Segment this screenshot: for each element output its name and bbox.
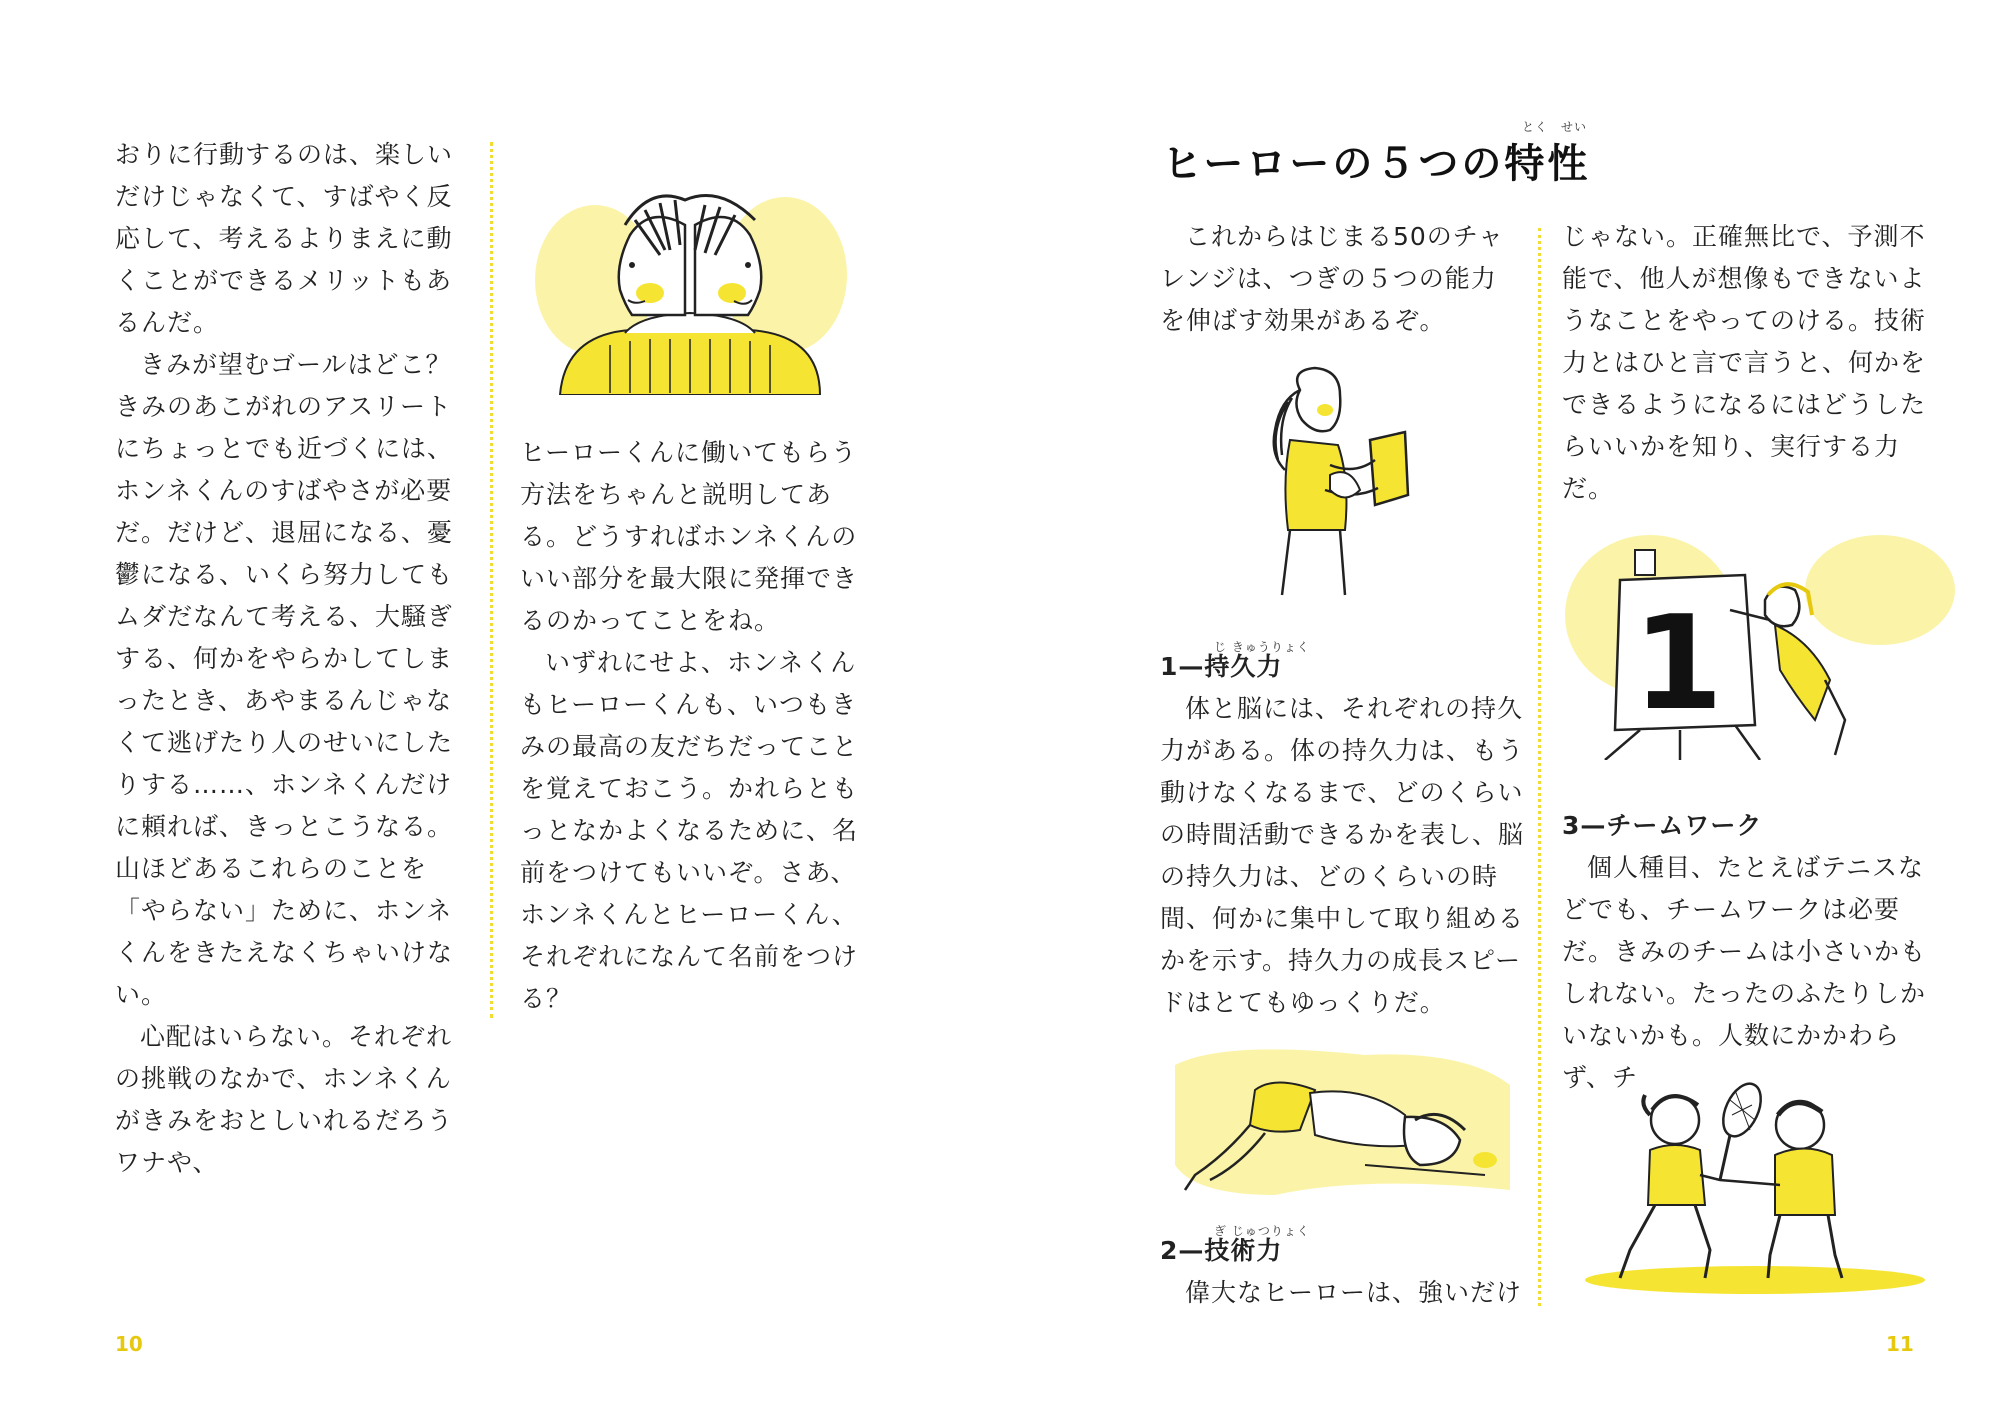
col2-text: じゃない。正確無比で、予測不能で、他人が想像もできないようなことをやってのける。技術力とはひと言で言うと、何かをできるようになるにはどうしたらいいかを知り、実行する力だ。 <box>1562 222 1927 503</box>
section1-heading: 1—持久力 <box>1160 652 1283 681</box>
section1-ruby: じ きゅうりょく <box>1214 640 1310 654</box>
reading-girl-illustration <box>1230 360 1450 600</box>
section2-ruby: ぎ じゅつりょく <box>1214 1224 1310 1238</box>
section2-text: 偉大なヒーローは、強いだけ <box>1185 1278 1523 1307</box>
right-page <box>1000 0 2000 1410</box>
intro-text: これからはじまる50のチャレンジは、つぎの５つの能力を伸ばす効果があるぞ。 <box>1160 222 1505 335</box>
tennis-pair-icon <box>1570 1080 1940 1295</box>
right-column-1 <box>1160 216 1520 342</box>
left-column-2 <box>520 432 870 1020</box>
easel-painter-icon <box>1560 520 1960 760</box>
section1 <box>1160 646 1530 1024</box>
page-number-left: 10 <box>115 1332 143 1356</box>
section2 <box>1160 1230 1530 1314</box>
left-col2-para-2: いずれにせよ、ホンネくんもヒーローくんも、いつもきみの最高の友だちだってことを覚えておこう。かれらともっとなかよくなるために、名前をつけてもいいぞ。さあ、ホンネくんとヒーローくん、それぞれになんて名前をつける？ <box>520 648 859 1013</box>
left-col1-para-1: おりに行動するのは、楽しいだけじゃなくて、すばやく反応して、考えるよりまえに動くことができるメリットもあるんだ。 <box>115 140 454 337</box>
right-column-rule <box>1538 228 1541 1306</box>
page-title: ヒーローの５つの特性 <box>1162 141 1591 187</box>
left-col2-para-1: ヒーローくんに働いてもらう方法をちゃんと説明してある。どうすればホンネくんのいい部分を最大限に発揮できるのかってことをね。 <box>520 438 859 635</box>
section3 <box>1562 805 1947 1099</box>
exhausted-girl-illustration <box>1165 1045 1515 1195</box>
left-column-rule <box>490 142 493 1018</box>
left-col1-para-3: 心配はいらない。それぞれの挑戦のなかで、ホンネくんがきみをおとしいれるだろうワナや、 <box>115 1022 454 1177</box>
section1-text: 体と脳には、それぞれの持久力がある。体の持久力は、もう動けなくなるまで、どのくらいの時間活動できるかを表し、脳の持久力は、どのくらいの時間、何かに集中して取り組めるかを示す。持久力の成長スピードはとてもゆっくりだ。 <box>1160 694 1525 1017</box>
two-faces-illustration <box>520 165 860 395</box>
title-ruby: とく せい <box>1522 120 1588 134</box>
section2-heading: 2—技術力 <box>1160 1236 1283 1265</box>
exhausted-girl-icon <box>1165 1045 1515 1195</box>
section3-heading: 3—チームワーク <box>1562 811 1763 840</box>
section3-text: 個人種目、たとえばテニスなどでも、チームワークは必要だ。きみのチームは小さいかもしれない。たったのふたりしかいないかも。人数にかかわらず、チ <box>1562 853 1927 1092</box>
easel-digit: 1 <box>1632 587 1724 739</box>
tennis-pair-illustration <box>1570 1080 1940 1295</box>
left-column-1 <box>115 134 465 1184</box>
page-number-right: 11 <box>1886 1332 1914 1356</box>
right-column-2 <box>1562 216 1947 510</box>
reading-girl-icon <box>1230 360 1450 600</box>
left-col1-para-2: きみが望むゴールはどこ？きみのあこがれのアスリートにちょっとでも近づくには、ホンネくんのすばやさが必要だ。だけど、退屈になる、憂鬱になる、いくら努力してもムダだなんて考える、大騒ぎする、何かをやらかしてしまったとき、あやまるんじゃなくて逃げたり人のせいにしたりする……、ホンネくんだけに頼れば、きっとこうなる。山ほどあるこれらのことを「やらない」ために、ホンネくんをきたえなくちゃいけない。 <box>115 350 454 1009</box>
two-faces-icon <box>520 165 860 395</box>
easel-painter-illustration <box>1560 520 1960 760</box>
